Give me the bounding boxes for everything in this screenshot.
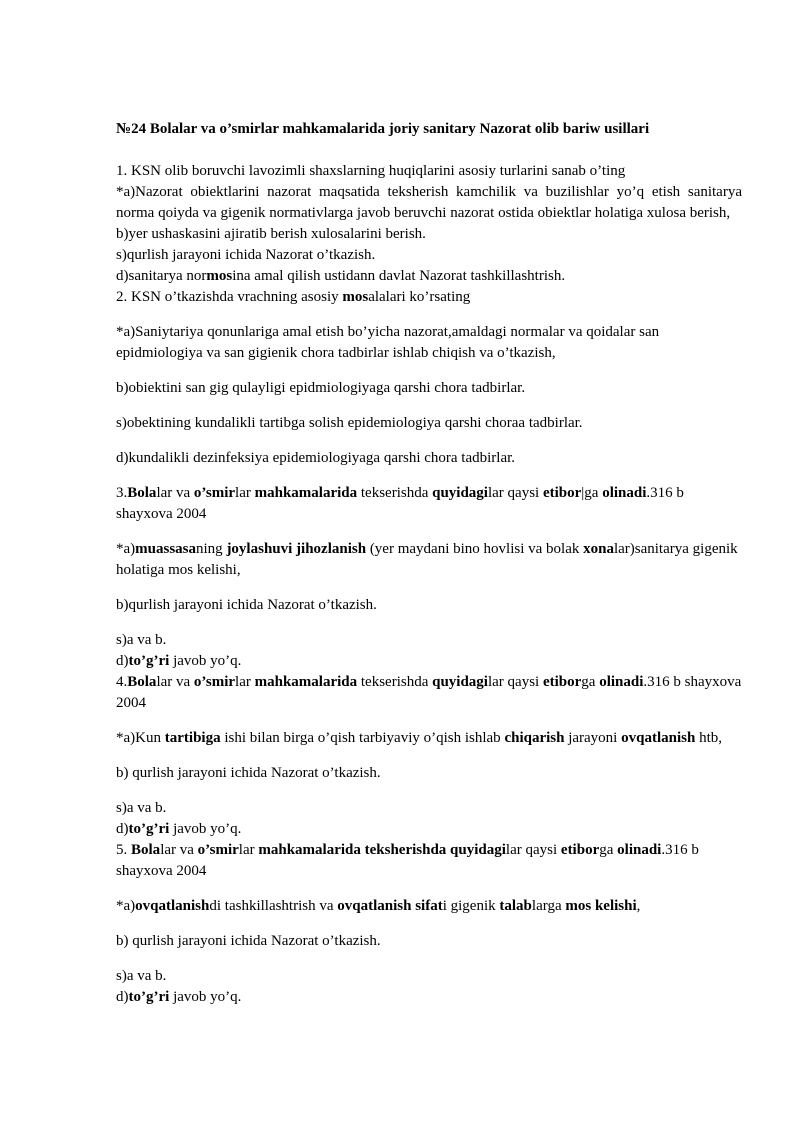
- bold-text-run: o’smir: [197, 842, 239, 858]
- text-run: lar: [235, 485, 255, 501]
- bold-text-run: to’g’ri: [128, 821, 170, 837]
- text-run: *a)Saniytariya qonunlariga amal etish bo’yicha nazorat,amaldagi normalar va qoidalar san epidmiologiya va san gigienik chora tadbirlar ishlab chiqish va o’tkazish,: [116, 324, 660, 361]
- bold-text-run: Bola: [127, 674, 157, 690]
- bold-text-run: tartibiga: [164, 730, 221, 746]
- paragraph: [116, 672, 742, 714]
- document-title: №24 Bolalar va o’smirlar mahkamalarida joriy sanitary Nazorat olib bariw usillari: [116, 121, 650, 137]
- text-run: s)a va b.: [116, 800, 167, 816]
- text-run: .316 b shayxova 2004: [116, 674, 742, 711]
- text-run: lar)sanitarya gigenik holatiga mos kelishi,: [116, 541, 738, 578]
- text-run: 2. KSN o’tkazishda vrachning asosiy: [116, 289, 343, 305]
- text-run: *a): [116, 541, 136, 557]
- text-run: s)a va b.: [116, 632, 167, 648]
- text-run: ga: [581, 674, 600, 690]
- paragraph: [116, 763, 742, 784]
- text-run: lar va: [156, 674, 194, 690]
- bold-text-run: muassasa: [135, 541, 197, 557]
- paragraph: [116, 448, 742, 469]
- bold-text-run: mos: [206, 268, 233, 284]
- bold-text-run: to’g’ri: [128, 989, 170, 1005]
- text-run: |ga: [581, 485, 603, 501]
- bold-text-run: talab: [499, 898, 532, 914]
- text-run: d): [116, 653, 129, 669]
- text-run: lar: [238, 842, 259, 858]
- bold-text-run: quyidagi: [432, 485, 488, 501]
- text-run: jarayoni: [564, 730, 622, 746]
- text-run: htb,: [695, 730, 722, 746]
- text-run: s)qurlish jarayoni ichida Nazorat o’tkazish.: [116, 247, 376, 263]
- paragraph: [116, 483, 742, 525]
- bold-text-run: olinadi: [617, 842, 662, 858]
- text-run: javob yo’q.: [169, 989, 242, 1005]
- paragraph: [116, 287, 742, 308]
- text-run: *a)Nazorat obiektlarini nazorat maqsatida teksherish kamchilik va buzilishlar yo’q etish sanitarya norma qoiyda va gigenik normativlarga javob beruvchi nazorat ostida obiektlar holatiga xulosa berish,: [116, 184, 742, 221]
- bold-text-run: olinadi: [599, 674, 644, 690]
- paragraph: [116, 245, 742, 266]
- text-run: lar qaysi: [487, 485, 543, 501]
- text-run: lar qaysi: [487, 674, 543, 690]
- bold-text-run: mos kelishi: [565, 898, 637, 914]
- text-run: tekserishda: [357, 674, 433, 690]
- paragraph: [116, 595, 742, 616]
- paragraph: [116, 651, 742, 672]
- paragraph: [116, 224, 742, 245]
- text-run: lar va: [160, 842, 198, 858]
- bold-text-run: chiqarish: [504, 730, 565, 746]
- paragraph: [116, 798, 742, 819]
- bold-text-run: quyidagi: [432, 674, 488, 690]
- text-run: .316 b shayxova 2004: [116, 842, 699, 879]
- bold-text-run: etibor: [542, 485, 582, 501]
- text-run: (yer maydani bino hovlisi va bolak: [366, 541, 584, 557]
- bold-text-run: xona: [583, 541, 614, 557]
- text-run: 4.: [116, 674, 128, 690]
- bold-text-run: Bola: [127, 485, 157, 501]
- paragraph: [116, 413, 742, 434]
- paragraph: [116, 630, 742, 651]
- bold-text-run: joylashuvi jihozlanish: [226, 541, 367, 557]
- text-run: alalari ko’rsating: [368, 289, 471, 305]
- bold-text-run: ovqatlanish: [135, 898, 210, 914]
- bold-text-run: etibor: [542, 674, 582, 690]
- text-run: b)qurlish jarayoni ichida Nazorat o’tkazish.: [116, 597, 377, 613]
- text-run: b) qurlish jarayoni ichida Nazorat o’tkazish.: [116, 933, 381, 949]
- bold-text-run: ovqatlanish sifat: [337, 898, 443, 914]
- paragraph: [116, 161, 742, 182]
- paragraph: [116, 266, 742, 287]
- paragraph: [116, 182, 742, 224]
- text-run: 1. KSN olib boruvchi lavozimli shaxslarning huqiqlarini asosiy turlarini sanab o’ting: [116, 163, 626, 179]
- text-run: ga: [599, 842, 618, 858]
- text-run: i gigenik: [442, 898, 500, 914]
- text-run: d)kundalikli dezinfeksiya epidemiologiyaga qarshi chora tadbirlar.: [116, 450, 516, 466]
- paragraph: [116, 966, 742, 987]
- text-run: larga: [531, 898, 566, 914]
- text-run: 5.: [116, 842, 131, 858]
- text-run: di tashkillashtrish va: [209, 898, 338, 914]
- text-run: b) qurlish jarayoni ichida Nazorat o’tkazish.: [116, 765, 381, 781]
- bold-text-run: mos: [342, 289, 369, 305]
- text-run: tekserishda: [357, 485, 433, 501]
- paragraph: [116, 378, 742, 399]
- text-run: lar qaysi: [505, 842, 561, 858]
- paragraph: [116, 931, 742, 952]
- bold-text-run: olinadi: [602, 485, 647, 501]
- text-run: .316 b shayxova 2004: [116, 485, 684, 522]
- document-body: [116, 161, 742, 1008]
- bold-text-run: to’g’ri: [128, 653, 170, 669]
- paragraph: [116, 322, 742, 364]
- text-run: lar: [235, 674, 255, 690]
- paragraph: [116, 840, 742, 882]
- bold-text-run: ovqatlanish: [621, 730, 696, 746]
- text-run: b)obiektini san gig qulayligi epidmiologiyaga qarshi chora tadbirlar.: [116, 380, 526, 396]
- paragraph: [116, 728, 742, 749]
- bold-text-run: mahkamalarida: [254, 485, 358, 501]
- text-run: d): [116, 989, 129, 1005]
- bold-text-run: mahkamalarida: [254, 674, 358, 690]
- paragraph: [116, 539, 742, 581]
- text-run: ning: [196, 541, 227, 557]
- paragraph: [116, 896, 742, 917]
- text-run: ,: [636, 898, 641, 914]
- text-run: s)a va b.: [116, 968, 167, 984]
- bold-text-run: etibor: [560, 842, 600, 858]
- text-run: lar va: [156, 485, 194, 501]
- text-run: *a): [116, 898, 136, 914]
- bold-text-run: o’smir: [193, 674, 236, 690]
- text-run: javob yo’q.: [169, 821, 242, 837]
- bold-text-run: Bola: [131, 842, 161, 858]
- text-run: d)sanitarya nor: [116, 268, 207, 284]
- bold-text-run: mahkamalarida teksherishda quyidagi: [258, 842, 506, 858]
- text-run: *a)Kun: [116, 730, 165, 746]
- text-run: s)obektining kundalikli tartibga solish epidemiologiya qarshi choraa tadbirlar.: [116, 415, 583, 431]
- text-run: ina amal qilish ustidann davlat Nazorat tashkillashtrish.: [232, 268, 566, 284]
- text-run: b)yer ushaskasini ajiratib berish xulosalarini berish.: [116, 226, 426, 242]
- text-run: 3.: [116, 485, 128, 501]
- paragraph: [116, 987, 742, 1008]
- bold-text-run: o’smir: [193, 485, 236, 501]
- text-run: javob yo’q.: [169, 653, 242, 669]
- paragraph: [116, 819, 742, 840]
- text-run: d): [116, 821, 129, 837]
- text-run: ishi bilan birga o’qish tarbiyaviy o’qish ishlab: [220, 730, 505, 746]
